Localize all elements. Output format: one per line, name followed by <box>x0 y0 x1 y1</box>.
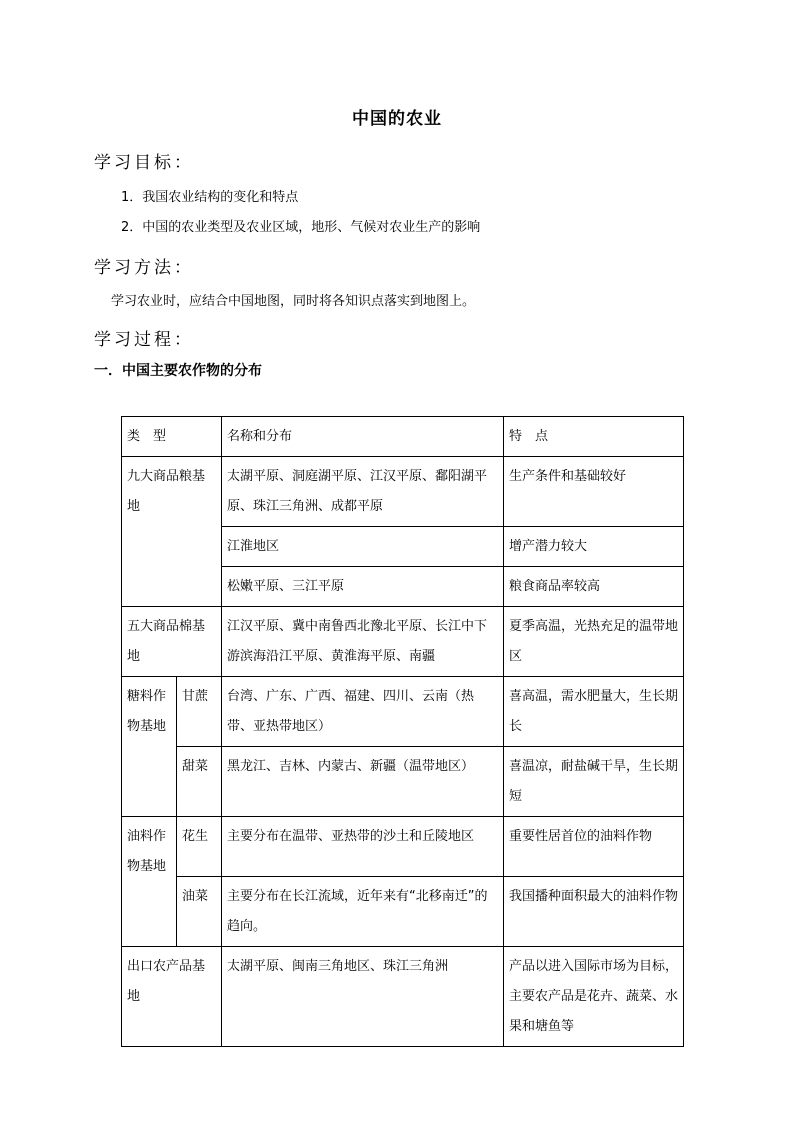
header-features: 特 点 <box>504 417 684 457</box>
cotton-dist: 江汉平原、冀中南鲁西北豫北平原、长江中下游滨海沿江平原、黄淮海平原、南疆 <box>222 607 504 677</box>
header-name-dist: 名称和分布 <box>222 417 504 457</box>
grain-feature-1: 生产条件和基础较好 <box>504 457 684 527</box>
cotton-base-label: 五大商品棉基地 <box>122 607 222 677</box>
export-feature: 产品以进入国际市场为目标，主要农产品是花卉、蔬菜、水果和塘鱼等 <box>504 947 684 1047</box>
table-row <box>122 457 684 527</box>
sugar-dist-2: 黑龙江、吉林、内蒙古、新疆（温带地区） <box>222 747 504 817</box>
export-base-label: 出口农产品基地 <box>122 947 222 1047</box>
grain-feature-2: 增产潜力较大 <box>504 527 684 567</box>
grain-base-label: 九大商品粮基地 <box>122 457 222 607</box>
sugar-dist-1: 台湾、广东、广西、福建、四川、云南（热带、亚热带地区） <box>222 677 504 747</box>
grain-feature-3: 粮食商品率较高 <box>504 567 684 607</box>
sugar-base-label: 糖料作物基地 <box>122 677 177 817</box>
table-row <box>122 947 684 1047</box>
oil-feature-2: 我国播种面积最大的油料作物 <box>504 877 684 947</box>
oil-crop-2: 油菜 <box>177 877 222 947</box>
heading-goals: 学习目标： <box>94 153 194 173</box>
export-dist: 太湖平原、闽南三角地区、珠江三角洲 <box>222 947 504 1047</box>
grain-dist-2: 江淮地区 <box>222 527 504 567</box>
oil-base-label: 油料作物基地 <box>122 817 177 947</box>
table-row <box>122 747 684 817</box>
sugar-feature-2: 喜温凉，耐盐碱干旱，生长期短 <box>504 747 684 817</box>
table-header-row <box>122 417 684 457</box>
goal-item-1: 1．我国农业结构的变化和特点 <box>121 190 299 205</box>
grain-dist-1: 太湖平原、洞庭湖平原、江汉平原、鄱阳湖平原、珠江三角洲、成都平原 <box>222 457 504 527</box>
table-row <box>122 607 684 677</box>
table-row <box>122 877 684 947</box>
header-type: 类 型 <box>122 417 222 457</box>
heading-process: 学习过程： <box>94 330 194 350</box>
heading-method: 学习方法： <box>94 258 194 278</box>
oil-dist-2: 主要分布在长江流域，近年来有“北移南迁”的趋向。 <box>222 877 504 947</box>
goal-item-2: 2．中国的农业类型及农业区域，地形、气候对农业生产的影响 <box>121 220 481 235</box>
sugar-feature-1: 喜高温，需水肥量大，生长期长 <box>504 677 684 747</box>
method-text: 学习农业时，应结合中国地图，同时将各知识点落实到地图上。 <box>111 294 476 309</box>
part1-heading: 一．中国主要农作物的分布 <box>94 363 262 379</box>
oil-feature-1: 重要性居首位的油料作物 <box>504 817 684 877</box>
crop-distribution-table <box>121 416 684 1047</box>
page-title: 中国的农业 <box>352 109 442 129</box>
sugar-crop-1: 甘蔗 <box>177 677 222 747</box>
table-row <box>122 677 684 747</box>
sugar-crop-2: 甜菜 <box>177 747 222 817</box>
oil-dist-1: 主要分布在温带、亚热带的沙土和丘陵地区 <box>222 817 504 877</box>
table-row <box>122 817 684 877</box>
oil-crop-1: 花生 <box>177 817 222 877</box>
grain-dist-3: 松嫩平原、三江平原 <box>222 567 504 607</box>
cotton-feature: 夏季高温，光热充足的温带地区 <box>504 607 684 677</box>
